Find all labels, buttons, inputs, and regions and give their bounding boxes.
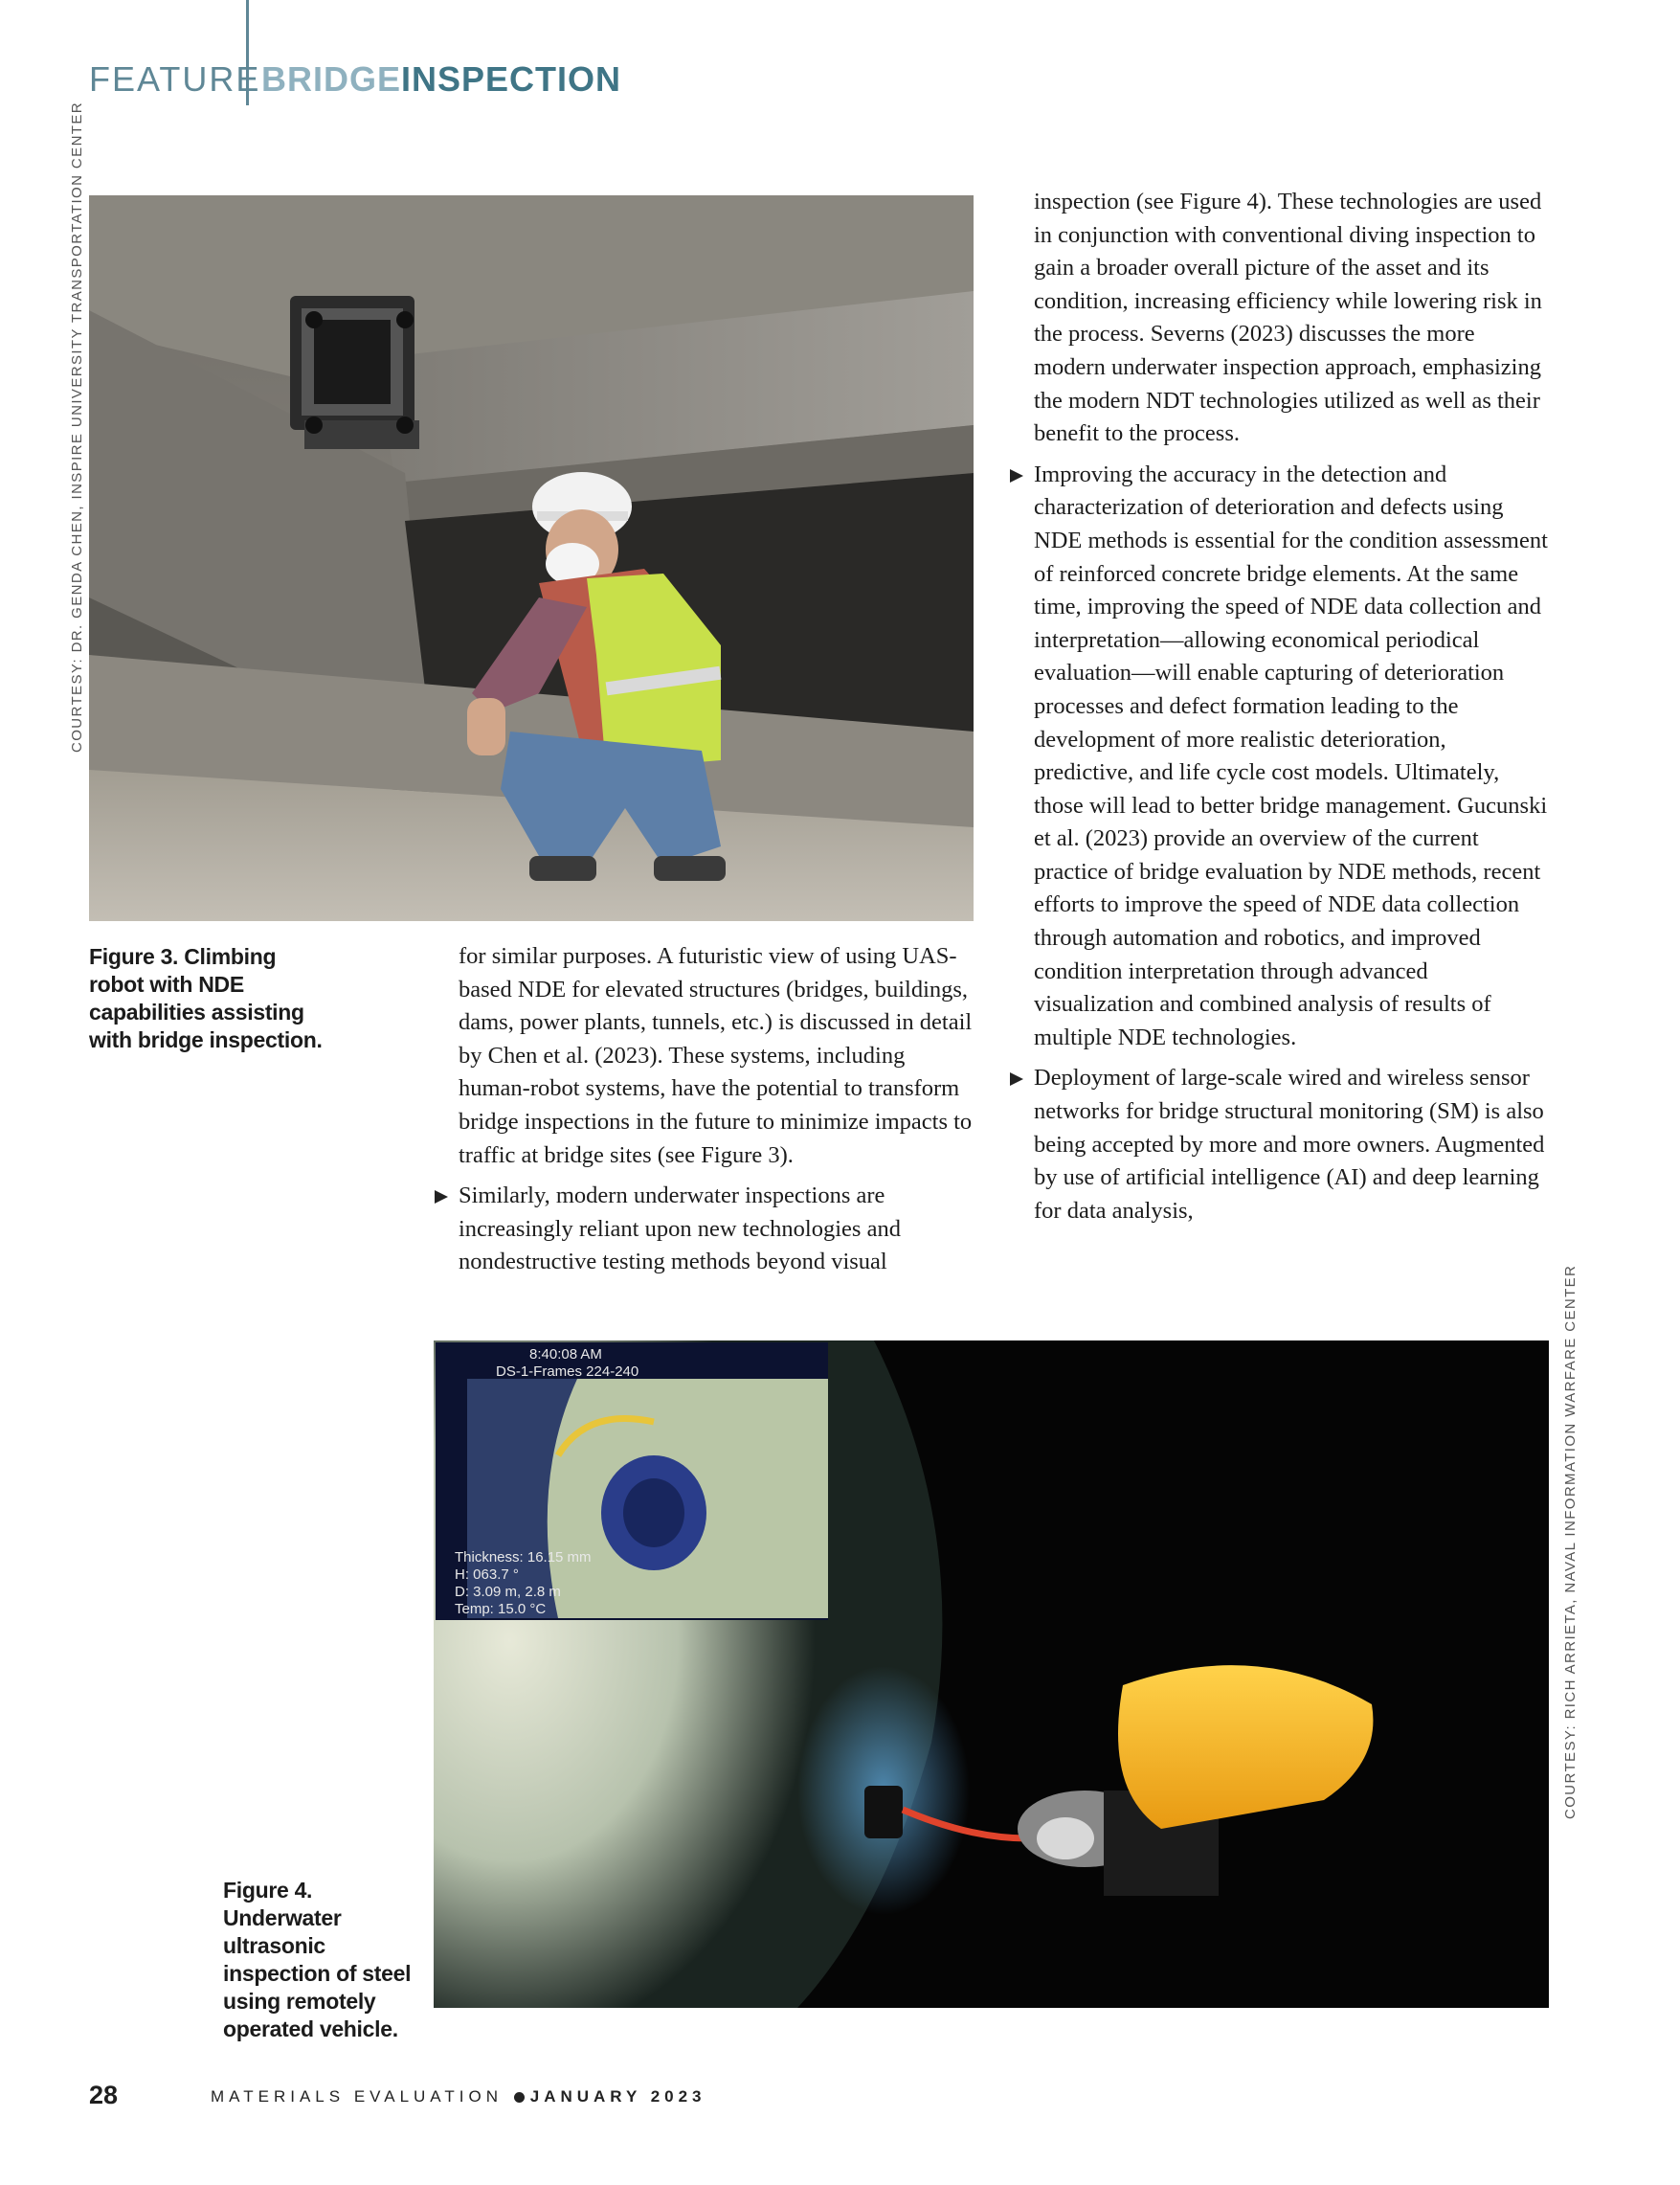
separator-dot [514, 2092, 525, 2103]
overlay-thickness: Thickness: 16.15 mm [455, 1549, 592, 1566]
section-label: FEATURE [89, 59, 261, 99]
overlay-time: 8:40:08 AM [529, 1346, 602, 1363]
journal-name: MATERIALS EVALUATION [211, 2087, 503, 2106]
topic-label [261, 59, 621, 100]
bullet-item: Deployment of large-scale wired and wireless sensor networks for bridge structural monitoring (SM) is also being accepted by more and more owners. Augmented by use of artificial intelligence (AI) and deep learning for data analysis, [1034, 1062, 1551, 1228]
paragraph: inspection (see Figure 4). These technologies are used in conjunction with conventional diving inspection to gain a broader overall picture of the asset and its condition, increasing efficiency while lowering risk in the process. Severns (2023) discusses the more modern underwater inspection approach, emphasizing the modern NDT technologies utilized as well as their benefit to the process. [1034, 189, 1542, 447]
figure4-credit: COURTESY: RICH ARRIETA, NAVAL INFORMATION WARFARE CENTER [1562, 1264, 1579, 1819]
topic-part-2: INSPECTION [401, 59, 622, 99]
bullet-item: Similarly, modern underwater inspections are increasingly reliant upon new technologies and nondestructive testing methods beyond visual [459, 1180, 975, 1279]
paragraph: for similar purposes. A futuristic view of using UAS-based NDE for elevated structures (bridges, buildings, dams, power plants, tunnels, etc.) is discussed in detail by Chen et al. (2023). These systems, including human-robot systems, have the potential to transform bridge inspections in the future to minimize impacts to traffic at bridge sites (see Figure 3). [459, 943, 973, 1168]
bullet-item: Improving the accuracy in the detection and characterization of deterioration and defects using NDE methods is essential for the condition assessment of reinforced concrete bridge elements. At the same time, improving the speed of NDE data collection and interpretation—allowing economical periodical evaluation—will enable capturing of deterioration processes and defect formation leading to the development of more realistic deterioration, predictive, and life cycle cost models. Ultimately, those will lead to better bridge management. Gucunski et al. (2023) provide an overview of the current practice of bridge evaluation by NDE methods, recent efforts to improve the speed of NDE data collection through automation and robotics, and improved condition interpretation through advanced visualization and combined analysis of results of multiple NDE technologies. [1034, 459, 1551, 1055]
figure3-credit: COURTESY: DR. GENDA CHEN, INSPIRE UNIVERSITY TRANSPORTATION CENTER [69, 101, 85, 753]
overlay-depth: D: 3.09 m, 2.8 m [455, 1584, 561, 1600]
overlay-temp: Temp: 15.0 °C [455, 1601, 547, 1617]
middle-column [459, 940, 975, 1279]
overlay-frames: DS-1-Frames 224-240 [496, 1363, 639, 1380]
figure4-caption: Figure 4. Underwater ultrasonic inspection of steel using remotely operated vehicle. [223, 1878, 412, 2041]
running-footer [211, 2087, 706, 2106]
figure4-photo [434, 1340, 1549, 2008]
figure3-photo [89, 195, 974, 921]
overlay-heading: H: 063.7 ° [455, 1566, 519, 1583]
right-column [1034, 186, 1551, 1228]
figure3-caption: Figure 3. Climbing robot with NDE capabilities assisting with bridge inspection. [89, 944, 323, 1052]
issue-date: JANUARY 2023 [529, 2087, 706, 2106]
page-number: 28 [89, 2081, 119, 2109]
topic-part-1: BRIDGE [261, 59, 402, 99]
